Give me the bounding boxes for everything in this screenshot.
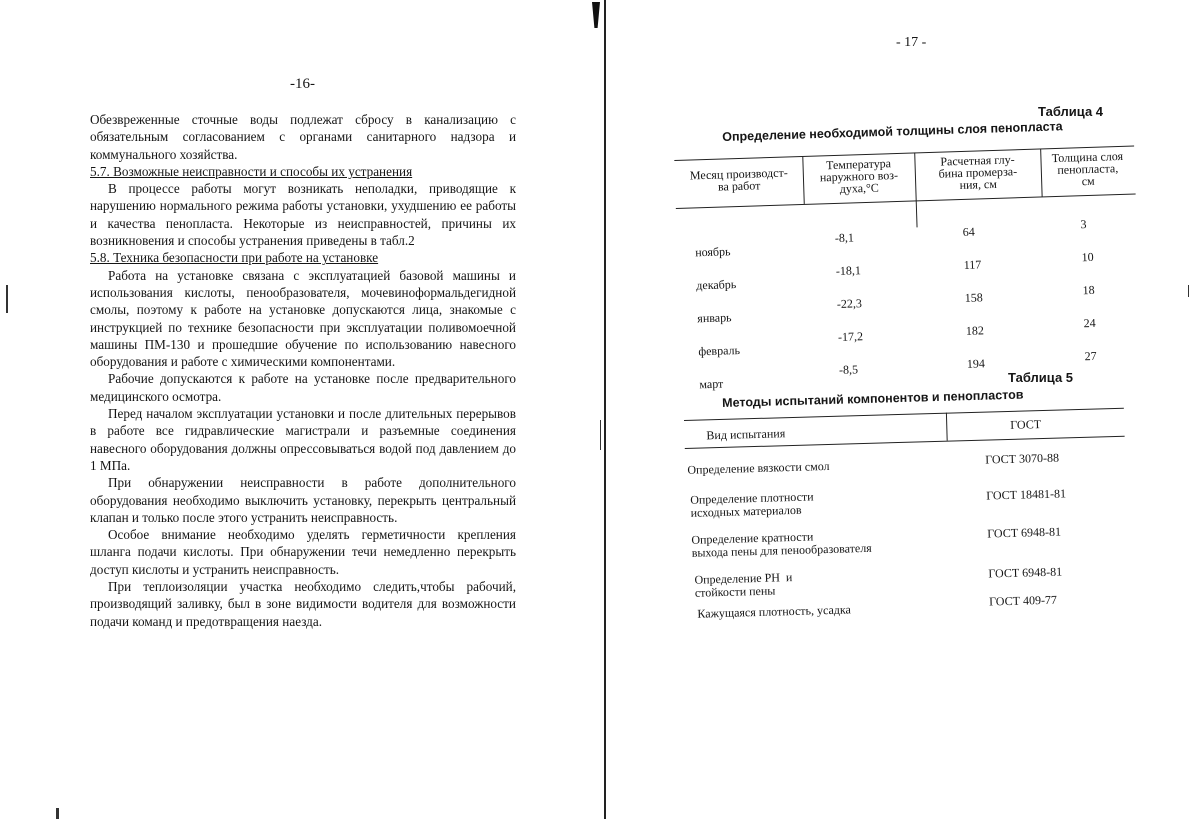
table4-header-temperature: Температура наружного воз- духа,°С	[819, 156, 899, 196]
section-heading-5-8: 5.8. Техника безопасности при работе на установке	[90, 250, 379, 266]
table4-temperature: -17,2	[837, 329, 864, 344]
table4-thickness-value: 10	[1081, 249, 1094, 265]
table-rule	[946, 413, 948, 441]
section-heading-5-7: 5.7. Возможные неисправности и способы их устранения	[90, 163, 413, 179]
table4-temperature: -8,5	[838, 362, 859, 377]
table4-thickness-value: 27	[1084, 348, 1097, 364]
paragraph: При теплоизоляции участка необходимо следить,чтобы рабочий, производящий заливку, был в зоне видимости водителя для возможности подачи команд и предотвращения наезда.	[90, 579, 516, 629]
table4-month: ноябрь	[695, 244, 731, 260]
table4-month: февраль	[698, 343, 741, 359]
table4-depth: 194	[966, 356, 986, 371]
table4-header-month: Месяц производст- ва работ	[689, 165, 788, 194]
page-number-right: - 17 -	[896, 35, 927, 50]
table-rule	[676, 194, 1136, 209]
table5	[684, 408, 1129, 620]
table5-test: Определение вязкости смол	[687, 458, 830, 477]
paragraph: Обезвреженные сточные воды подлежат сбросу в канализацию с обязательным согласованием с органами санитарного надзора и коммунального хозяйства.	[90, 112, 516, 162]
table5-gost: ГОСТ 409-77	[988, 592, 1058, 609]
table5-gost: ГОСТ 3070-88	[985, 450, 1060, 467]
table4-thickness-value: 24	[1083, 315, 1096, 331]
table5-label: Таблица 5	[1008, 370, 1074, 385]
table4-label: Таблица 4	[1038, 104, 1104, 119]
table4-title: Определение необходимой толщины слоя пенопласта	[722, 119, 1063, 144]
table4-thickness	[1080, 197, 1098, 384]
table5-gost: ГОСТ 6948-81	[987, 524, 1062, 541]
paragraph: Особое внимание необходимо уделять герметичности крепления шланга подачи кислоты. При обнаружении течи немедленно перекрыть доступ кислоты и устранить неисправность.	[90, 527, 516, 577]
table4-depth: 182	[965, 323, 985, 338]
table4-months	[694, 224, 742, 412]
table4-temperature: -18,1	[835, 263, 862, 278]
table4-header-thickness: Толщина слоя пенопласта, см	[1051, 148, 1124, 189]
table4-depth: 117	[963, 257, 982, 272]
table5-test: Кажущаяся плотность, усадка	[697, 602, 852, 621]
table4-temperature: -22,3	[836, 296, 863, 311]
table5-header-test: Вид испытания	[706, 426, 786, 443]
table4-header-depth: Расчетная глу- бина промерза- ния, см	[938, 152, 1018, 193]
table5-test: Определение РН и стойкости пены	[694, 570, 793, 600]
table5-gost: ГОСТ 18481-81	[986, 486, 1067, 503]
scan-mark	[1188, 285, 1189, 297]
paragraph: Перед началом эксплуатации установки и после длительных перерывов в работе все гидравлические магистрали и разъемные соединения навесного оборудования должны опрессовываться водой под давлением до 1 МПа.	[90, 406, 516, 473]
table4-depths	[962, 204, 986, 391]
table5-gost: ГОСТ 6948-81	[988, 564, 1063, 581]
left-page-text	[90, 111, 516, 630]
table5-title: Методы испытаний компонентов и пенопластов	[722, 387, 1024, 410]
page-number-left: -16-	[290, 76, 315, 92]
table4-temperature: -8,1	[834, 230, 855, 245]
table5-header-gost: ГОСТ	[1010, 417, 1042, 432]
table5-test: Определение кратности выхода пены для пенообразователя	[691, 529, 872, 560]
table4-depth: 64	[962, 224, 975, 239]
paragraph: Рабочие допускаются к работе на установке после предварительного медицинского осмотра.	[90, 371, 516, 404]
table4-depth: 158	[964, 290, 984, 305]
paragraph: В процессе работы могут возникать неполадки, приводящие к нарушению нормального режима работы установки, ухудшению ее работы и качества пенопласта. Некоторые из неисправностей, причины их возникновения и способы устранения приведены в табл.2	[90, 181, 516, 249]
paragraph: При обнаружении неисправности в работе дополнительного оборудования необходимо выключить установку, перекрыть центральный клапан и только после этого устранить неисправность.	[90, 475, 516, 525]
table4-month: январь	[697, 310, 732, 326]
paragraph: Работа на установке связана с эксплуатацией базовой машины и использования кислоты, пенообразователя, мочевиноформальдегидной смолы, поэтому к работе на установке допускаются лица, знакомые с инструкцией по технике безопасности при эксплуатации поливомоечной машины ПМ-130 и прошедшие обучение по использованию навесного оборудования и работе с химическими компонентами.	[90, 267, 516, 370]
table4-thickness-value: 3	[1080, 217, 1087, 232]
table4-thickness-value: 18	[1082, 282, 1095, 298]
scan-mark	[600, 420, 601, 450]
table4-month: декабрь	[696, 277, 737, 293]
book-spine	[604, 0, 606, 819]
table5-test: Определение плотности исходных материалов	[690, 489, 814, 520]
table4-month: март	[699, 376, 724, 392]
table4-temperatures	[834, 210, 865, 398]
table-rule	[684, 408, 1124, 421]
